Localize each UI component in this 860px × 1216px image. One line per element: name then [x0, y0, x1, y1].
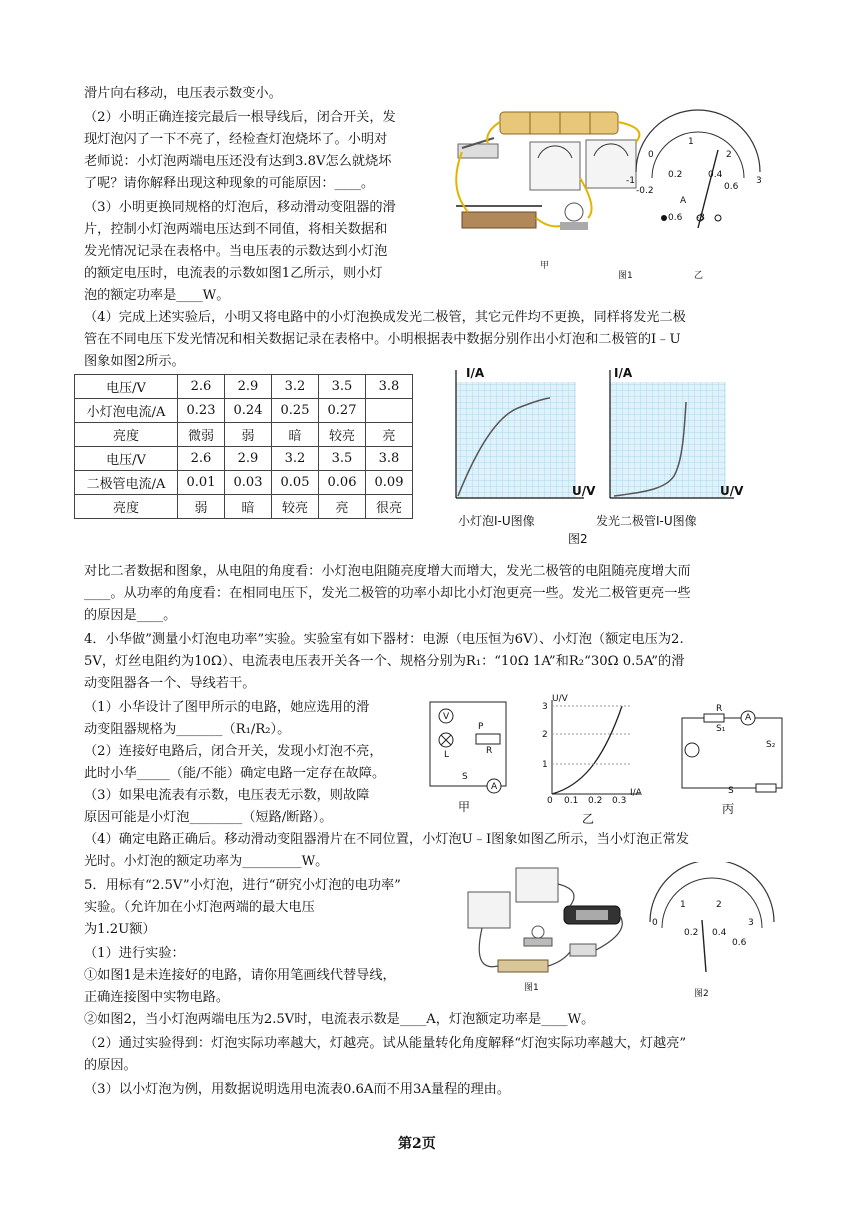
text-line: （2）小明正确连接完最后一根导线后，闭合开关，发 [84, 110, 396, 125]
text-line: （2）通过实验得到：灯泡实际功率越大，灯越亮。试从能量转化角度解释“灯泡实际功率越大，灯越亮” [84, 1036, 687, 1051]
text-line: 的原因。 [84, 1058, 137, 1073]
text-line: 片，控制小灯泡两端电压达到不同值，将相关数据和 [84, 222, 388, 237]
table-row [75, 375, 413, 399]
x-tick: 0 [547, 796, 553, 806]
text-line: 的额定电压时，电流表的示数如图1乙所示，则小灯 [84, 266, 383, 281]
graph-y-label: I/A [614, 366, 633, 380]
text-line: 原因可能是小灯泡________（短路/断路）。 [84, 810, 333, 825]
meter-tick: -3 [696, 213, 705, 223]
text-line: 的原因是____。 [84, 608, 177, 623]
dial-tick: 2 [716, 900, 722, 910]
text-line: （2）连接好电路后，闭合开关，发现小灯泡不亮， [84, 744, 383, 759]
table-cell: 3.8 [366, 375, 413, 399]
table-cell: 0.27 [319, 399, 366, 423]
meter-tick: 2 [726, 150, 732, 160]
data-table [74, 374, 413, 519]
symbol-label: L [444, 750, 450, 760]
page-number: 第2页 [398, 1136, 436, 1152]
text-line: 图象如图2所示。 [84, 354, 185, 369]
dial-tick: 3 [748, 918, 754, 928]
symbol-label: S₂ [766, 740, 776, 750]
table-cell: 0.09 [366, 471, 413, 495]
symbol-label: S [462, 772, 468, 782]
text-line: 管在不同电压下发光情况和相关数据记录在表格中。小明根据表中数据分别作出小灯泡和二极管的I﹣U [84, 332, 681, 347]
table-cell: 0.23 [178, 399, 225, 423]
text-line: （3）小明更换同规格的灯泡后，移动滑动变阻器的滑 [84, 200, 396, 215]
dial-tick: 0 [652, 918, 658, 928]
text-line: （3）如果电流表有示数，电压表无示数，则故障 [84, 788, 370, 803]
figure-label-fig1: 图1 [618, 271, 633, 281]
meter-tick: 3 [756, 176, 762, 186]
text-line: 5．用标有“2.5V”小灯泡，进行“研究小灯泡的电功率” [84, 878, 401, 893]
figure-q5 [462, 862, 792, 994]
figure-label-fig2: 图2 [568, 532, 588, 546]
x-tick: 0.1 [564, 796, 579, 806]
symbol-label: V [443, 712, 450, 722]
graph-x-label: I/A [630, 788, 642, 798]
text-line: ②如图2，当小灯泡两端电压为2.5V时，电流表示数是____A，灯泡额定功率是____W。 [84, 1012, 595, 1027]
meter-tick: 0.6 [724, 182, 739, 192]
table-cell: 亮 [366, 423, 413, 447]
table-cell: 2.9 [225, 375, 272, 399]
text-line: 对比二者数据和图象，从电阻的角度看：小灯泡电阻随亮度增大而增大，发光二极管的电阻随亮度增大而 [84, 564, 691, 579]
table-cell: 0.24 [225, 399, 272, 423]
meter-tick: 0.6 [668, 213, 683, 223]
symbol-label: S₁ [716, 724, 726, 734]
graph-y-label: I/A [466, 366, 485, 380]
text-line: 现灯泡闪了一下不亮了，经检查灯泡烧坏了。小明对 [84, 132, 388, 147]
table-cell [366, 399, 413, 423]
dial-tick: 0.4 [712, 928, 727, 938]
graph-x-label: U/V [720, 484, 744, 498]
table-cell: 二极管电流/A [75, 471, 178, 495]
table-cell: 弱 [178, 495, 225, 519]
figure-label-fig1: 图1 [524, 983, 539, 993]
dial-tick: 0.2 [684, 928, 699, 938]
table-row [75, 399, 413, 423]
figure-1-apparatus [448, 108, 778, 288]
text-line: （1）小华设计了图甲所示的电路，她应选用的滑 [84, 700, 370, 715]
figure-label-bing: 丙 [722, 802, 735, 816]
text-line: 老师说：小灯泡两端电压还没有达到3.8V怎么就烧坏 [84, 154, 392, 169]
table-cell: 微弱 [178, 423, 225, 447]
text-line: ____。从功率的角度看：在相同电压下，发光二极管的功率小却比小灯泡更亮一些。发光二极管更亮一些 [84, 586, 691, 601]
meter-tick: -0.2 [636, 186, 654, 196]
table-row [75, 471, 413, 495]
symbol-label: R [716, 704, 723, 714]
graph-caption-bulb: 小灯泡I-U图像 [458, 514, 535, 528]
text-line: 5V，灯丝电阻约为10Ω）、电流表电压表开关各一个、规格分别为R₁：“10Ω 1A”和R₂“30Ω 0.5A”的滑 [84, 654, 685, 669]
table-row [75, 495, 413, 519]
figure-label-jia: 甲 [458, 800, 471, 814]
symbol-label: R [486, 746, 493, 756]
meter-tick: 1 [688, 137, 694, 147]
table-cell: 小灯泡电流/A [75, 399, 178, 423]
text-line: 4．小华做”测量小灯泡电功率”实验。实验室有如下器材：电源（电压恒为6V）、小灯泡（额定电压为2. [84, 632, 684, 647]
text-line: 动变阻器规格为_______（R₁/R₂）。 [84, 722, 291, 737]
symbol-label: A [491, 782, 498, 792]
table-cell: 亮度 [75, 495, 178, 519]
text-line: 光时。小灯泡的额定功率为_________W。 [84, 854, 329, 869]
table-cell: 3.2 [272, 375, 319, 399]
graph-x-label: U/V [572, 484, 596, 498]
text-line: 泡的额定功率是____W。 [84, 288, 230, 303]
figure-label-fig2: 图2 [694, 989, 709, 999]
text-line: ①如图1是未连接好的电路，请你用笔画线代替导线， [84, 968, 396, 983]
symbol-label: A [745, 713, 752, 723]
text-line: 正确连接图中实物电路。 [84, 990, 230, 1005]
text-line: （1）进行实验： [84, 946, 185, 961]
table-cell: 3.5 [319, 375, 366, 399]
meter-tick: 0 [648, 150, 654, 160]
y-tick: 1 [542, 760, 548, 770]
table-cell: 2.6 [178, 447, 225, 471]
text-line: （4）确定电路正确后。移动滑动变阻器滑片在不同位置，小灯泡U﹣I图象如图乙所示，当小灯泡正常发 [84, 832, 689, 847]
table-cell: 0.25 [272, 399, 319, 423]
text-line: 发光情况记录在表格中。当电压表的示数达到小灯泡 [84, 244, 388, 259]
text-line: 实验。（允许加在小灯泡两端的最大电压 [84, 900, 315, 915]
table-cell: 0.03 [225, 471, 272, 495]
table-cell: 电压/V [75, 447, 178, 471]
table-cell: 3.2 [272, 447, 319, 471]
graph-y-label: U/V [552, 694, 568, 704]
symbol-label: S [728, 786, 734, 796]
table-cell: 2.6 [178, 375, 225, 399]
graph-caption-diode: 发光二极管I-U图像 [596, 514, 697, 528]
table-cell: 0.06 [319, 471, 366, 495]
y-tick: 2 [542, 730, 548, 740]
symbol-label: P [478, 722, 484, 732]
x-tick: 0.3 [612, 796, 627, 806]
meter-tick: 0.4 [708, 170, 723, 180]
table-cell: 3.8 [366, 447, 413, 471]
text-line: 滑片向右移动，电压表示数变小。 [84, 86, 282, 101]
table-cell: 0.05 [272, 471, 319, 495]
text-line: 为1.2U额） [84, 922, 156, 937]
table-cell: 暗 [225, 495, 272, 519]
figure-label-yi: 乙 [582, 812, 595, 826]
figure-q4 [420, 694, 800, 806]
meter-tick: -1 [626, 176, 635, 186]
dial-tick: 1 [680, 900, 686, 910]
table-cell: 2.9 [225, 447, 272, 471]
table-row [75, 423, 413, 447]
text-line: 了呢？请你解释出现这种现象的可能原因：____。 [84, 176, 375, 191]
meter-unit: A [680, 196, 687, 206]
table-cell: 亮 [319, 495, 366, 519]
dial-tick: 0.6 [732, 938, 747, 948]
table-cell: 亮度 [75, 423, 178, 447]
table-cell: 3.5 [319, 447, 366, 471]
figure-label-jia: 甲 [540, 261, 550, 271]
table-cell: 暗 [272, 423, 319, 447]
text-line: （4）完成上述实验后，小明又将电路中的小灯泡换成发光二极管，其它元件均不更换，同样将发光二极 [84, 310, 686, 325]
meter-tick: 0.2 [668, 170, 683, 180]
x-tick: 0.2 [588, 796, 603, 806]
table-cell: 很亮 [366, 495, 413, 519]
table-cell: 较亮 [272, 495, 319, 519]
table-cell: 电压/V [75, 375, 178, 399]
figure-label-yi: 乙 [694, 271, 704, 281]
text-line: （3）以小灯泡为例，用数据说明选用电流表0.6A而不用3A量程的理由。 [84, 1082, 511, 1097]
text-line: 此时小华_____（能/不能）确定电路一定存在故障。 [84, 766, 386, 781]
y-tick: 3 [542, 702, 548, 712]
table-cell: 0.01 [178, 471, 225, 495]
table-cell: 弱 [225, 423, 272, 447]
table-cell: 较亮 [319, 423, 366, 447]
text-line: 动变阻器各一个、导线若干。 [84, 676, 256, 691]
table-row [75, 447, 413, 471]
